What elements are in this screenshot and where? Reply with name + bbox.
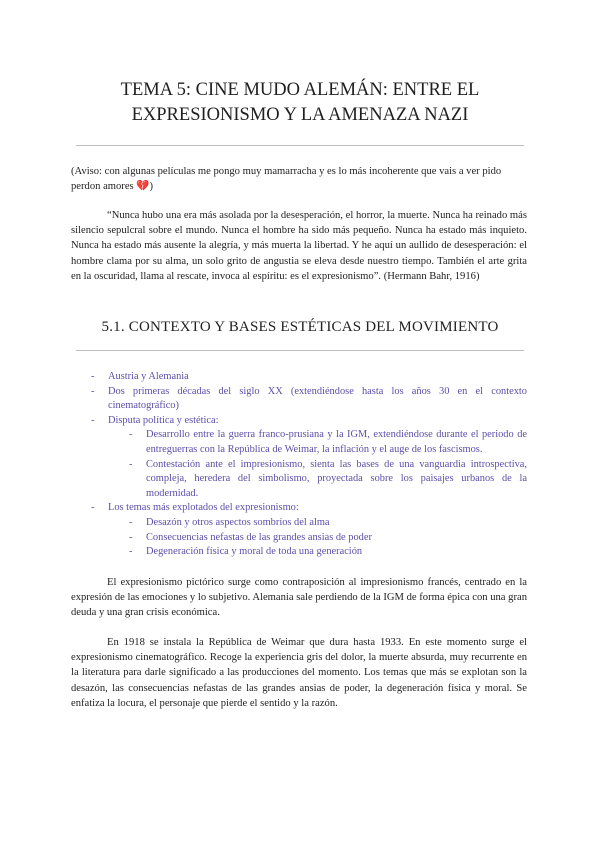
bullet-dash: - bbox=[129, 429, 133, 441]
body-paragraph: En 1918 se instala la República de Weimar que dura hasta 1933. En este momento surge el expresionismo cinematográfico. Recoge la experiencia gris del dolor, la muerte absurda, muy recurrente en la literatura para darle significado a las producciones del momento. Los temas que más se explotan son la desazón, las consecuencias nefastas de las grandes ansias de poder, la degeneración física y moral. Se enfatiza la locura, el personaje que pierde el sentido y la razón. bbox=[71, 637, 527, 709]
sub-list-item-text: Degeneración física y moral de toda una generación bbox=[146, 546, 363, 558]
sub-list-item bbox=[71, 458, 527, 502]
bullet-dash: - bbox=[91, 385, 95, 397]
page-title bbox=[60, 78, 540, 128]
list-item-text: Disputa política y estética: bbox=[108, 414, 219, 426]
sub-list-item bbox=[71, 428, 527, 457]
bullet-dash: - bbox=[129, 531, 133, 543]
list-item-text: Austria y Alemania bbox=[108, 371, 189, 382]
sub-list-item-text: Desazón y otros aspectos sombríos del alma bbox=[146, 516, 330, 528]
list-item bbox=[71, 414, 527, 429]
bullet-dash: - bbox=[129, 546, 133, 558]
bullet-dash: - bbox=[91, 371, 95, 382]
warning-note bbox=[71, 164, 531, 194]
bullet-list bbox=[71, 370, 527, 560]
list-item-text: Dos primeras décadas del siglo XX (extendiéndose hasta los años 30 en el contexto cinematográfico) bbox=[108, 385, 527, 412]
list-item-text: Los temas más explotados del expresionismo: bbox=[108, 502, 299, 514]
sub-list-item-text: Contestación ante el impresionismo, sienta las bases de una vanguardia introspectiva, compleja, heredera del simbolismo, proyectada sobre los paisajes urbanos de la modernidad. bbox=[146, 458, 527, 499]
bullet-dash: - bbox=[91, 502, 95, 514]
list-item bbox=[71, 370, 527, 385]
broken-heart-icon: 💔 bbox=[136, 181, 150, 192]
sub-list-item bbox=[71, 545, 527, 560]
title-line-2: EXPRESIONISMO Y LA AMENAZA NAZI bbox=[131, 105, 469, 125]
sub-list-item-text: Consecuencias nefastas de las grandes ansias de poder bbox=[146, 531, 372, 543]
epigraph-quote: “Nunca hubo una era más asolada por la desesperación, el horror, la muerte. Nunca ha reinado más silencio sepulcral sobre el mundo. Nunca el hombre ha sido más pequeño. Nunca ha estado más inquieto. Nunca ha estado más ausente la alegría, y más muerta la libertad. Y he aquí un aullido de desesperación: el hombre clama por su alma, un solo grito de angustia se eleva desde nuestro tiempo. También el arte grita en la oscuridad, llama al rescate, invoca al espíritu: es el expresionismo”. (Hermann Bahr, 1916) bbox=[71, 210, 527, 282]
section-heading: 5.1. CONTEXTO Y BASES ESTÉTICAS DEL MOVIMIENTO bbox=[101, 319, 499, 335]
sub-list-item bbox=[71, 516, 527, 531]
section-divider bbox=[76, 350, 524, 351]
sub-list-item bbox=[71, 531, 527, 546]
warning-text: (Aviso: con algunas películas me pongo muy mamarracha y es lo más incoherente que vais a ver pido perdon amores bbox=[71, 166, 502, 192]
list-item bbox=[71, 385, 527, 414]
title-divider bbox=[76, 145, 524, 146]
title-line-1: TEMA 5: CINE MUDO ALEMÁN: ENTRE EL bbox=[120, 80, 480, 100]
bullet-dash: - bbox=[129, 458, 133, 470]
warning-close: ) bbox=[149, 181, 154, 192]
bullet-dash: - bbox=[129, 516, 133, 528]
body-paragraph: El expresionismo pictórico surge como contraposición al impresionismo francés, centrado en la expresión de las emociones y lo subjetivo. Alemania sale perdiendo de la IGM de forma épica con una gran deuda y una gran crisis económica. bbox=[71, 577, 527, 619]
list-item bbox=[71, 501, 527, 516]
bullet-dash: - bbox=[91, 414, 95, 426]
sub-list-item-text: Desarrollo entre la guerra franco-prusiana y la IGM, extendiéndose durante el periodo de entreguerras con la República de Weimar, la inflación y el auge de los fascismos. bbox=[146, 429, 527, 455]
